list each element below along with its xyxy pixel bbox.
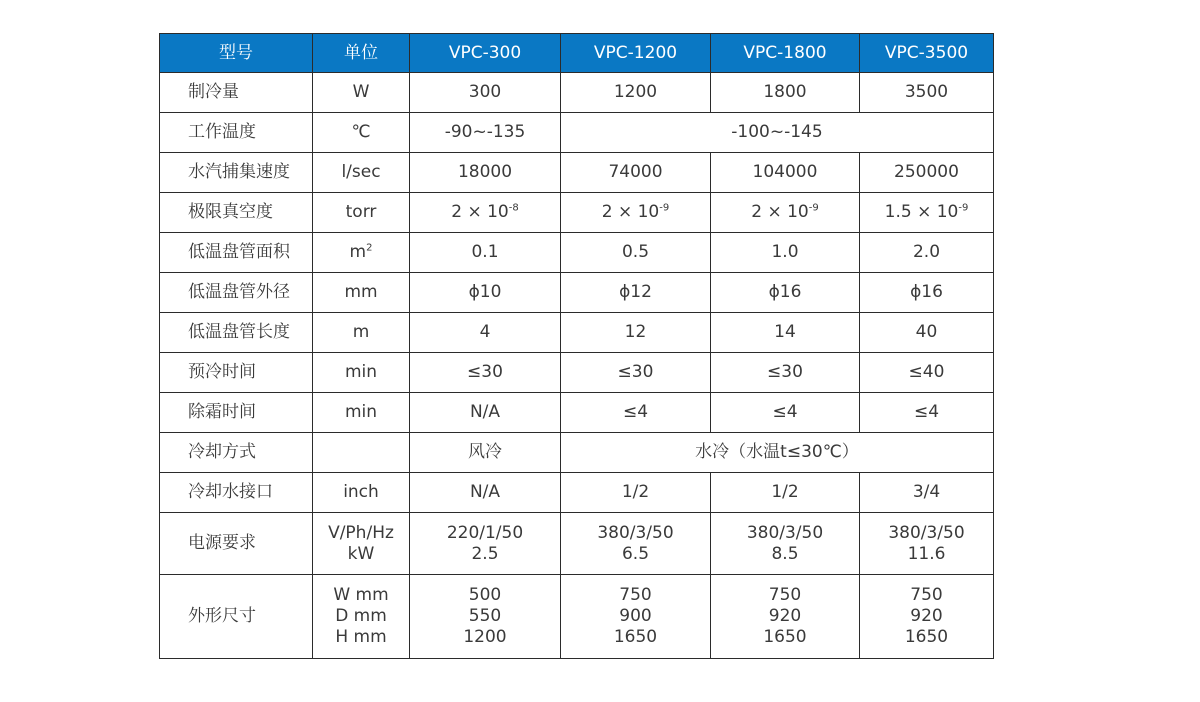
row-label: 低温盘管长度	[160, 313, 313, 353]
value-line: 1200	[463, 627, 507, 647]
table-row	[160, 433, 994, 473]
table-row	[160, 153, 994, 193]
value-cell	[410, 513, 561, 575]
table-body	[160, 73, 994, 659]
value-cell: ≤30	[410, 353, 561, 393]
value-cell	[711, 193, 860, 233]
value-line: 750	[619, 585, 652, 605]
header-vpc-1200: VPC-1200	[561, 34, 711, 73]
row-label: 外形尺寸	[160, 575, 313, 659]
header-model: 型号	[160, 34, 313, 73]
row-label: 除霜时间	[160, 393, 313, 433]
header-vpc-3500: VPC-3500	[860, 34, 994, 73]
value-line: 380/3/50	[888, 522, 965, 543]
unit-cell	[313, 233, 410, 273]
value-cell: N/A	[410, 393, 561, 433]
table-row	[160, 73, 994, 113]
unit-cell: min	[313, 393, 410, 433]
value-cell: ≤40	[860, 353, 994, 393]
table-row	[160, 233, 994, 273]
value-line: 550	[468, 606, 502, 626]
value-cell: 40	[860, 313, 994, 353]
value-cell: 14	[711, 313, 860, 353]
row-label: 工作温度	[160, 113, 313, 153]
value-line: 1650	[904, 627, 949, 647]
value-cell: ϕ16	[860, 273, 994, 313]
value-cell	[410, 193, 561, 233]
table-row	[160, 113, 994, 153]
value-cell-merged: -100~-145	[561, 113, 994, 153]
unit-cell: ℃	[313, 113, 410, 153]
value-cell: 74000	[561, 153, 711, 193]
value-cell: 2.0	[860, 233, 994, 273]
value-line: 380/3/50	[746, 522, 824, 543]
value-cell	[711, 575, 860, 659]
value-line: 900	[619, 606, 652, 626]
value-cell: 1/2	[711, 473, 860, 513]
value-line: 1650	[763, 627, 807, 647]
table-row	[160, 313, 994, 353]
unit-base: m	[349, 242, 367, 262]
unit-line: V/Ph/Hz	[328, 522, 394, 543]
spec-table	[159, 33, 994, 659]
value-cell: ≤30	[561, 353, 711, 393]
table-row	[160, 393, 994, 433]
sci-exponent: -9	[958, 202, 969, 214]
value-line: 220/1/50	[446, 522, 524, 543]
row-label: 水汽捕集速度	[160, 153, 313, 193]
value-cell: 300	[410, 73, 561, 113]
value-line: 6.5	[621, 543, 650, 564]
value-line: 8.5	[771, 543, 799, 564]
value-cell: ≤4	[860, 393, 994, 433]
unit-cell: torr	[313, 193, 410, 233]
unit-line: W mm	[333, 585, 389, 605]
header-row	[160, 34, 994, 73]
row-label: 冷却水接口	[160, 473, 313, 513]
value-cell	[561, 193, 711, 233]
table-row	[160, 513, 994, 575]
value-cell: 0.5	[561, 233, 711, 273]
row-label: 预冷时间	[160, 353, 313, 393]
header-unit: 单位	[313, 34, 410, 73]
sci-exponent: -9	[659, 202, 670, 214]
row-label: 低温盘管外径	[160, 273, 313, 313]
unit-exponent: 2	[366, 242, 373, 254]
value-cell: 1200	[561, 73, 711, 113]
value-line: 380/3/50	[597, 522, 674, 543]
value-line: 920	[910, 606, 943, 626]
value-cell: 1/2	[561, 473, 711, 513]
value-line: 920	[768, 606, 802, 626]
value-cell: ϕ10	[410, 273, 561, 313]
unit-cell: W	[313, 73, 410, 113]
row-label: 极限真空度	[160, 193, 313, 233]
value-line: 500	[468, 585, 502, 605]
unit-line: kW	[347, 543, 375, 564]
value-cell	[561, 513, 711, 575]
value-cell	[561, 575, 711, 659]
unit-cell	[313, 513, 410, 575]
sci-base: 2 × 10	[751, 202, 809, 222]
unit-cell: m	[313, 313, 410, 353]
value-line: 11.6	[907, 543, 946, 564]
table-row	[160, 473, 994, 513]
value-cell: ≤4	[711, 393, 860, 433]
table-row	[160, 193, 994, 233]
table-row	[160, 575, 994, 659]
sci-base: 2 × 10	[451, 202, 509, 222]
value-cell	[711, 513, 860, 575]
value-line: 2.5	[471, 543, 499, 564]
unit-cell: l/sec	[313, 153, 410, 193]
value-cell: 4	[410, 313, 561, 353]
value-cell-merged: 水冷（水温t≤30℃）	[561, 433, 994, 473]
value-line: 750	[768, 585, 802, 605]
header-vpc-1800: VPC-1800	[711, 34, 860, 73]
value-cell: 风冷	[410, 433, 561, 473]
value-cell: ≤4	[561, 393, 711, 433]
value-cell: 3500	[860, 73, 994, 113]
row-label: 制冷量	[160, 73, 313, 113]
table-header	[160, 34, 994, 73]
unit-line: H mm	[335, 627, 387, 647]
sci-base: 1.5 × 10	[884, 202, 959, 222]
unit-cell	[313, 433, 410, 473]
value-cell: 12	[561, 313, 711, 353]
row-label: 冷却方式	[160, 433, 313, 473]
value-cell: ϕ16	[711, 273, 860, 313]
unit-cell: inch	[313, 473, 410, 513]
row-label: 低温盘管面积	[160, 233, 313, 273]
value-cell: 3/4	[860, 473, 994, 513]
value-cell	[860, 513, 994, 575]
value-cell: 250000	[860, 153, 994, 193]
value-cell: ϕ12	[561, 273, 711, 313]
sci-base: 2 × 10	[601, 202, 660, 222]
value-cell	[860, 193, 994, 233]
value-cell: -90~-135	[410, 113, 561, 153]
value-cell	[860, 575, 994, 659]
value-cell	[410, 575, 561, 659]
value-cell: 1800	[711, 73, 860, 113]
value-cell: N/A	[410, 473, 561, 513]
header-vpc-300: VPC-300	[410, 34, 561, 73]
unit-cell	[313, 575, 410, 659]
unit-line: D mm	[335, 606, 387, 626]
value-cell: 18000	[410, 153, 561, 193]
value-line: 1650	[613, 627, 658, 647]
table-row	[160, 273, 994, 313]
value-cell: ≤30	[711, 353, 860, 393]
sci-exponent: -8	[508, 202, 519, 214]
value-cell: 0.1	[410, 233, 561, 273]
value-cell: 1.0	[711, 233, 860, 273]
unit-cell: min	[313, 353, 410, 393]
unit-cell: mm	[313, 273, 410, 313]
value-cell: 104000	[711, 153, 860, 193]
table-row	[160, 353, 994, 393]
row-label: 电源要求	[160, 513, 313, 575]
sci-exponent: -9	[808, 202, 819, 214]
value-line: 750	[910, 585, 943, 605]
